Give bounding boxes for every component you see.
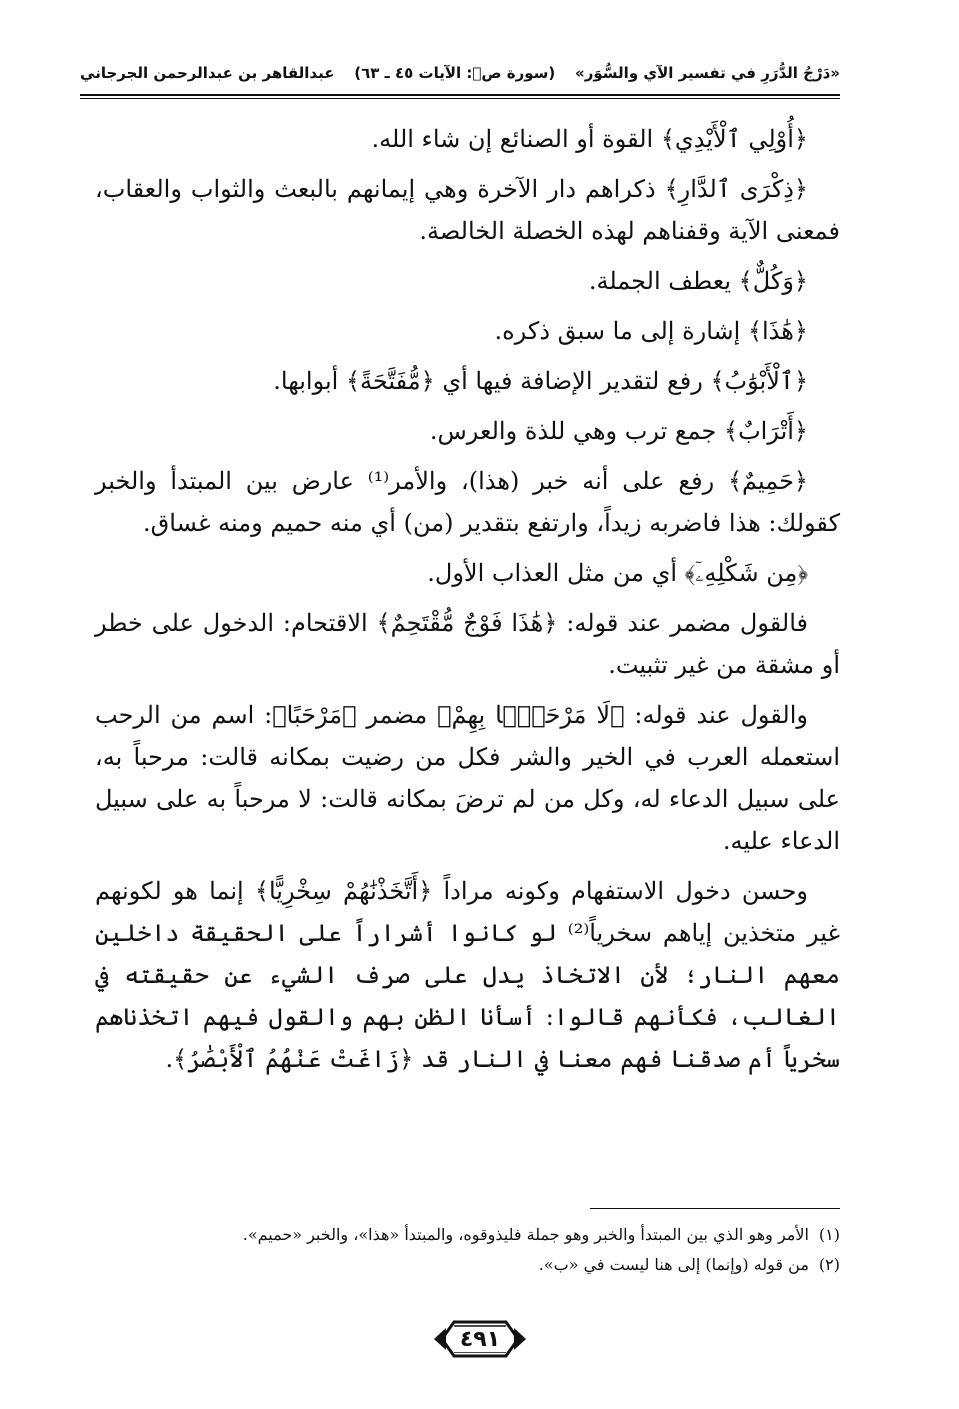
header-divider [80, 94, 840, 96]
paragraph: ﴿وَكُلٌّ﴾ يعطف الجملة. [588, 267, 808, 295]
page-number: ٤٩١ [454, 1327, 506, 1352]
page-number-ornament [430, 1316, 530, 1362]
surah-info: (سورة صۤ: الآيات ٤٥ ـ ٦٣) [354, 64, 556, 82]
footnote-number: (٢) [818, 1255, 840, 1274]
footnote-text: الأمر وهو الذي بين المبتدأ والخبر وهو جملة فليذوقوه، والمبتدأ «هذا»، والخبر «حميم». [242, 1225, 809, 1244]
paragraph: ﴿حَمِيمٌ﴾ رفع على أنه خبر (هذا)، والأمر⁽¹⁾ عارض بين المبتدأ والخبر كقولك: هذا فاضربه زيداً، وارتفع بتقدير (من) أي منه حميم ومنه غساق. [95, 467, 840, 537]
paragraph: ﴿مِن شَكْلِهِۦٓ﴾ أي من مثل العذاب الأول. [427, 559, 808, 587]
paragraph: ﴿ذِكْرَى ٱلدَّارِ﴾ ذكراهم دار الآخرة وهي إيمانهم بالبعث والثواب والعقاب، فمعنى الآية وقفناهم لهذه الخصلة الخالصة. [95, 175, 840, 245]
footnote-text: من قوله (وإنما) إلى هنا ليست في «ب». [538, 1255, 809, 1274]
footnotes [95, 1220, 840, 1280]
paragraph: فالقول مضمر عند قوله: ﴿هَٰذَا فَوْجٌ مُّقْتَحِمٌ﴾ الاقتحام: الدخول على خطر أو مشقة من غير تثبيت. [95, 609, 840, 679]
author-name: عبدالقاهر بن عبدالرحمن الجرجاني [80, 64, 335, 82]
header-divider-thin [80, 98, 840, 99]
paragraph: والقول عند قوله: ﴿لَا مَرْحَبًۢا بِهِمْ﴾ مضمر ﴿مَرْحَبًا﴾: اسم من الرحب استعمله العرب في الخير والشر فكل من رضيت بمكانه قالت: مرحباً به، على سبيل الدعاء له، وكل من لم ترضَ بمكانه قالت: لا مرحباً به على سبيل الدعاء عليه. [95, 701, 841, 855]
main-text [95, 118, 840, 1088]
paragraph: وحسن دخول الاستفهام وكونه مراداً ﴿أَتَّخَذْنَٰهُمْ سِخْرِيًّا﴾ إنما هو لكونهم غير متخذين إياهم سخرياً⁽²⁾ لو كانوا أشراراً على الحقيقة داخلين معهم النار؛ لأن الاتخاذ يدل على صرف الشيء عن حقيقته في الغالب، فكأنهم قالوا: أسأنا الظن بهم والقول فيهم اتخذناهم سخرياً أم صدقنا فهم معنا في النار قد ﴿زَاغَتْ عَنْهُمُ ٱلْأَبْصَٰرُ﴾. [95, 877, 841, 1073]
paragraph: ﴿أُوْلِي ٱلْأَيْدِي﴾ القوة أو الصنائع إن شاء الله. [371, 125, 808, 153]
book-title: «دَرْجُ الدُّرَرِ في تفسير الآي والسُّوَر» [575, 64, 840, 82]
running-header [80, 58, 840, 88]
footnote [95, 1250, 840, 1280]
footnote-divider [590, 1208, 840, 1209]
footnote [95, 1220, 840, 1250]
paragraph: ﴿أَتْرَابٌ﴾ جمع ترب وهي للذة والعرس. [429, 417, 808, 445]
paragraph: ﴿هَٰذَا﴾ إشارة إلى ما سبق ذكره. [494, 317, 808, 345]
footnote-number: (١) [818, 1225, 840, 1244]
paragraph: ﴿ٱلْأَبْوَٰبُ﴾ رفع لتقدير الإضافة فيها أي ﴿مُّفَتَّحَةً﴾ أبوابها. [273, 367, 808, 395]
